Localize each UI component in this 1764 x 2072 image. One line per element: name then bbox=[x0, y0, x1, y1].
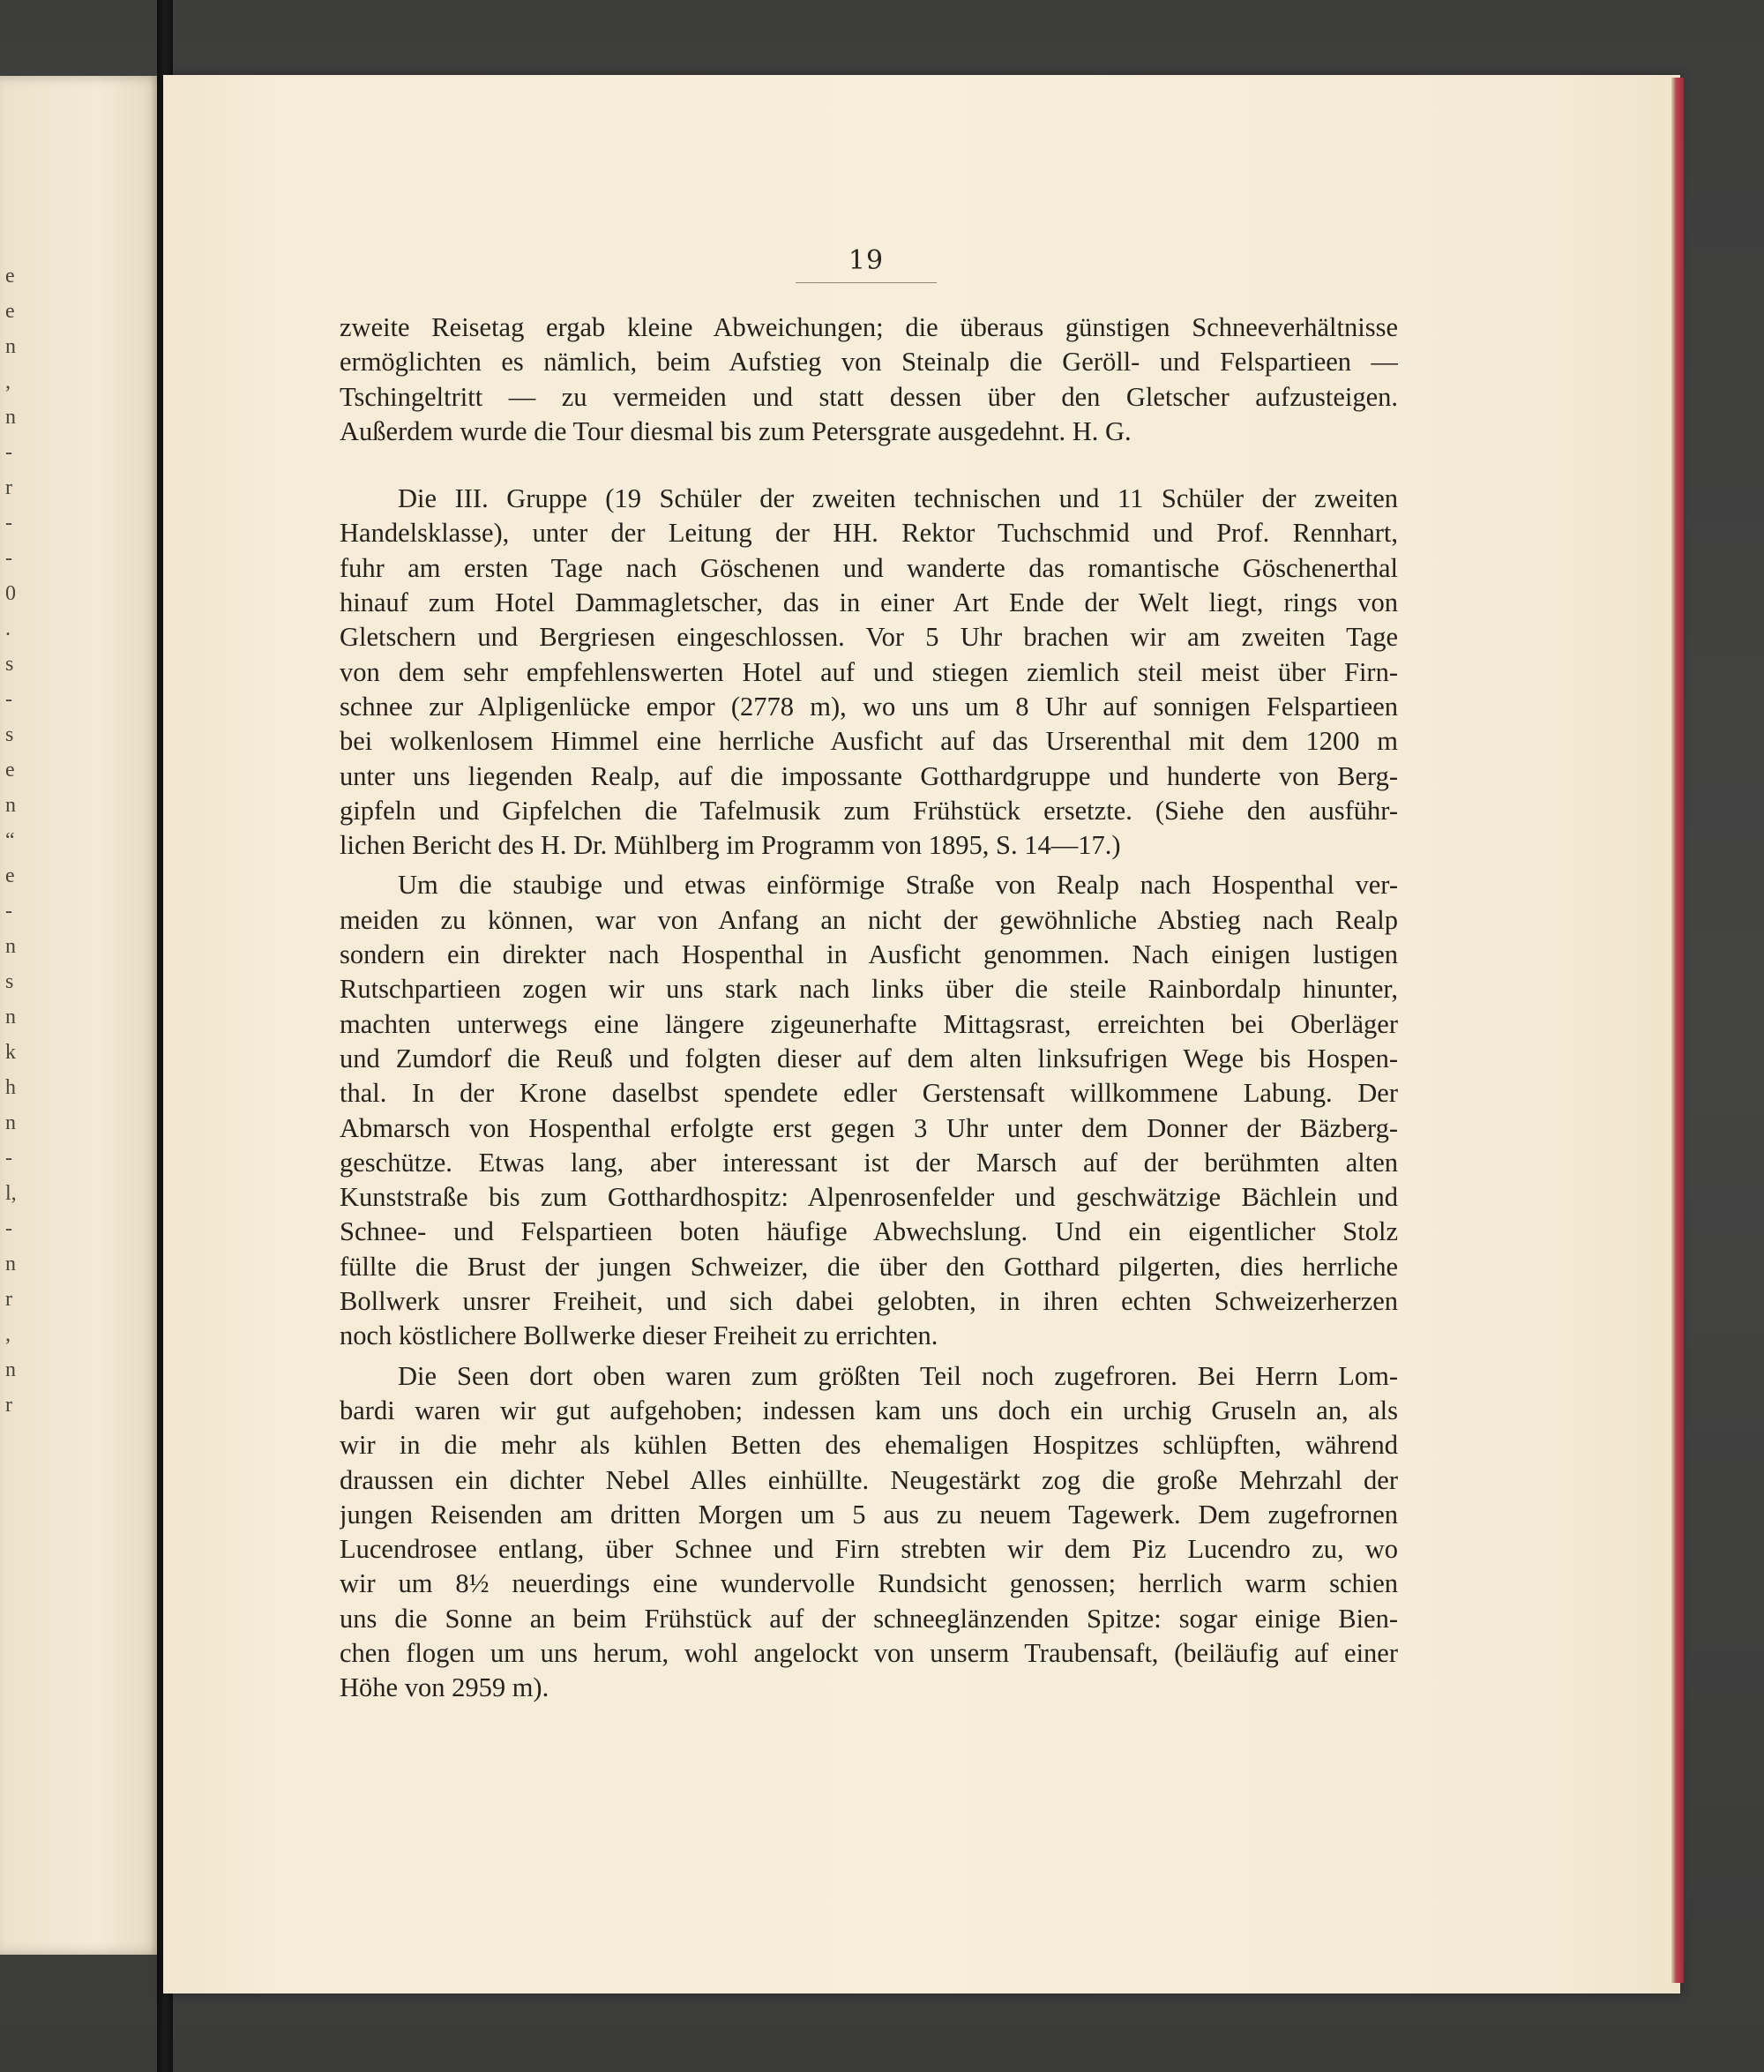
facing-page-char: - bbox=[5, 688, 12, 711]
facing-page-char: . bbox=[5, 617, 11, 640]
text-line: lichen Bericht des H. Dr. Mühlberg im Programm von 1895, S. 14—17.) bbox=[340, 830, 1121, 861]
text-line: gipfeln und Gipfelchen die Tafelmusik zum Frühstück ersetzte. (Siehe den ausführ- bbox=[340, 795, 1398, 826]
text-line: chen flogen um uns herum, wohl angelockt von unserm Traubensaft, (beiläufig auf einer bbox=[340, 1637, 1398, 1668]
text-line: Die III. Gruppe (19 Schüler der zweiten technischen und 11 Schüler der zweiten bbox=[398, 483, 1398, 514]
text-line: wir in die mehr als kühlen Betten des ehemaligen Hospitzes schlüpften, während bbox=[340, 1430, 1398, 1461]
text-line: von dem sehr empfehlenswerten Hotel auf und stiegen ziemlich steil meist über Firn- bbox=[340, 656, 1398, 687]
facing-page-char: l, bbox=[5, 1182, 17, 1205]
text-line: thal. In der Krone daselbst spendete edler Gerstensaft willkommene Labung. Der bbox=[340, 1078, 1398, 1109]
facing-page-char: h bbox=[5, 1076, 16, 1099]
text-line: zweite Reisetag ergab kleine Abweichungen; die überaus günstigen Schneeverhältnisse bbox=[340, 312, 1398, 342]
text-line: Tschingeltritt — zu vermeiden und statt dessen über den Gletscher aufzusteigen. bbox=[340, 381, 1398, 412]
text-line: meiden zu können, war von Anfang an nicht der gewöhnliche Abstieg nach Realp bbox=[340, 904, 1398, 935]
facing-page-char: s bbox=[5, 723, 14, 746]
text-line: Rutschpartieen zogen wir uns stark nach links über die steile Rainbordalp hinunter, bbox=[340, 974, 1398, 1005]
text-line: Höhe von 2959 m). bbox=[340, 1672, 549, 1703]
facing-page-char: n bbox=[5, 406, 16, 429]
text-line: sondern ein direkter nach Hospenthal in Ausficht genommen. Nach einigen lustigen bbox=[340, 939, 1398, 970]
text-line: noch köstlichere Bollwerke dieser Freiheit zu errichten. bbox=[340, 1320, 938, 1351]
facing-page-char: “ bbox=[5, 829, 15, 852]
facing-page-char: , bbox=[5, 370, 11, 393]
facing-page-char: k bbox=[5, 1041, 16, 1064]
text-line: Handelsklasse), unter der Leitung der HH. Rektor Tuchschmid und Prof. Rennhart, bbox=[340, 518, 1398, 549]
facing-page-char: - bbox=[5, 547, 12, 570]
text-line: wir um 8½ neuerdings eine wundervolle Rundsicht genossen; herrlich warm schien bbox=[340, 1568, 1398, 1599]
facing-page-char: e bbox=[5, 864, 15, 887]
facing-page-char: n bbox=[5, 1358, 16, 1381]
facing-page-char: r bbox=[5, 1288, 12, 1311]
page-edge-binding bbox=[1671, 78, 1684, 1983]
text-line: Die Seen dort oben waren zum größten Teil noch zugefroren. Bei Herrn Lom- bbox=[398, 1360, 1398, 1391]
text-line: jungen Reisenden am dritten Morgen um 5 aus zu neuem Tagewerk. Dem zugefrornen bbox=[340, 1499, 1398, 1530]
facing-page-char: - bbox=[5, 1217, 12, 1240]
text-line: bei wolkenlosem Himmel eine herrliche Ausficht auf das Urserenthal mit dem 1200 m bbox=[340, 726, 1398, 757]
text-line: ermöglichten es nämlich, beim Aufstieg von Steinalp die Geröll- und Felspartieen — bbox=[340, 347, 1398, 378]
facing-page-char: - bbox=[5, 512, 12, 535]
paragraph-p2 bbox=[340, 482, 1398, 863]
paragraph-gap bbox=[340, 449, 1398, 482]
text-line: und Zumdorf die Reuß und folgten dieser auf dem alten linksufrigen Wege bis Hospen- bbox=[340, 1043, 1398, 1073]
paragraph-p1 bbox=[340, 310, 1398, 449]
text-line: machten unterwegs eine längere zigeunerhafte Mittagsrast, erreichten bei Oberläger bbox=[340, 1008, 1398, 1039]
text-line: Bollwerk unsrer Freiheit, und sich dabei gelobten, in ihren echten Schweizerherzen bbox=[340, 1286, 1398, 1317]
facing-page-char: n bbox=[5, 335, 16, 358]
facing-page-char: - bbox=[5, 1147, 12, 1170]
text-line: hinauf zum Hotel Dammagletscher, das in einer Art Ende der Welt liegt, rings von bbox=[340, 587, 1398, 618]
page-number: 19 bbox=[848, 245, 885, 276]
text-line: Kunststraße bis zum Gotthardhospitz: Alpenrosenfelder und geschwätzige Bächlein und bbox=[340, 1182, 1398, 1213]
facing-page-edge bbox=[0, 76, 163, 1955]
facing-page-char: n bbox=[5, 1006, 16, 1029]
facing-page-char: n bbox=[5, 1253, 16, 1275]
facing-page-char: e bbox=[5, 759, 15, 782]
text-line: Gletschern und Bergriesen eingeschlossen. Vor 5 Uhr brachen wir am zweiten Tage bbox=[340, 622, 1398, 653]
text-line: schnee zur Alpligenlücke empor (2778 m), wo uns um 8 Uhr auf sonnigen Felspartieen bbox=[340, 691, 1398, 722]
text-line: Schnee- und Felspartieen boten häufige Abwechslung. Und ein eigentlicher Stolz bbox=[340, 1216, 1398, 1247]
facing-page-char: - bbox=[5, 441, 12, 464]
text-line: Außerdem wurde die Tour diesmal bis zum Petersgrate ausgedehnt. H. G. bbox=[340, 415, 1132, 446]
facing-page-char: 0 bbox=[5, 582, 16, 605]
facing-page-margin-text bbox=[0, 76, 26, 1955]
text-line: draussen ein dichter Nebel Alles einhüllte. Neugestärkt zog die große Mehrzahl der bbox=[340, 1464, 1398, 1495]
page-number-rule bbox=[796, 282, 937, 283]
facing-page-char: r bbox=[5, 1394, 12, 1417]
facing-page-char: n bbox=[5, 935, 16, 958]
facing-page-char: e bbox=[5, 265, 15, 288]
facing-page-char: r bbox=[5, 476, 12, 499]
facing-page-char: e bbox=[5, 300, 15, 323]
text-line: bardi waren wir gut aufgehoben; indessen kam uns doch ein urchig Gruseln an, als bbox=[340, 1395, 1398, 1425]
text-line: füllte die Brust der jungen Schweizer, die über den Gotthard pilgerten, dies herrliche bbox=[340, 1251, 1398, 1282]
facing-page-char: s bbox=[5, 970, 14, 993]
text-line: fuhr am ersten Tage nach Göschenen und wanderte das romantische Göschenerthal bbox=[340, 552, 1398, 583]
text-line: Abmarsch von Hospenthal erfolgte erst gegen 3 Uhr unter dem Donner der Bäzberg- bbox=[340, 1112, 1398, 1143]
facing-page-char: n bbox=[5, 1111, 16, 1134]
text-line: Um die staubige und etwas einförmige Straße von Realp nach Hospenthal ver- bbox=[398, 870, 1398, 901]
facing-page-char: s bbox=[5, 653, 14, 676]
text-line: uns die Sonne an beim Frühstück auf der schneeglänzenden Spitze: sogar einige Bien- bbox=[340, 1603, 1398, 1634]
facing-page-char: n bbox=[5, 794, 16, 817]
paragraph-p3 bbox=[340, 868, 1398, 1353]
facing-page-char: , bbox=[5, 1323, 11, 1346]
text-line: unter uns liegenden Realp, auf die impossante Gotthardgruppe und hunderte von Berg- bbox=[340, 760, 1398, 791]
facing-page-char: - bbox=[5, 900, 12, 923]
text-line: geschütze. Etwas lang, aber interessant ist der Marsch auf der berühmten alten bbox=[340, 1147, 1398, 1178]
paragraph-p4 bbox=[340, 1359, 1398, 1706]
body-text bbox=[340, 310, 1398, 1706]
text-line: Lucendrosee entlang, über Schnee und Firn strebten wir dem Piz Lucendro zu, wo bbox=[340, 1534, 1398, 1565]
